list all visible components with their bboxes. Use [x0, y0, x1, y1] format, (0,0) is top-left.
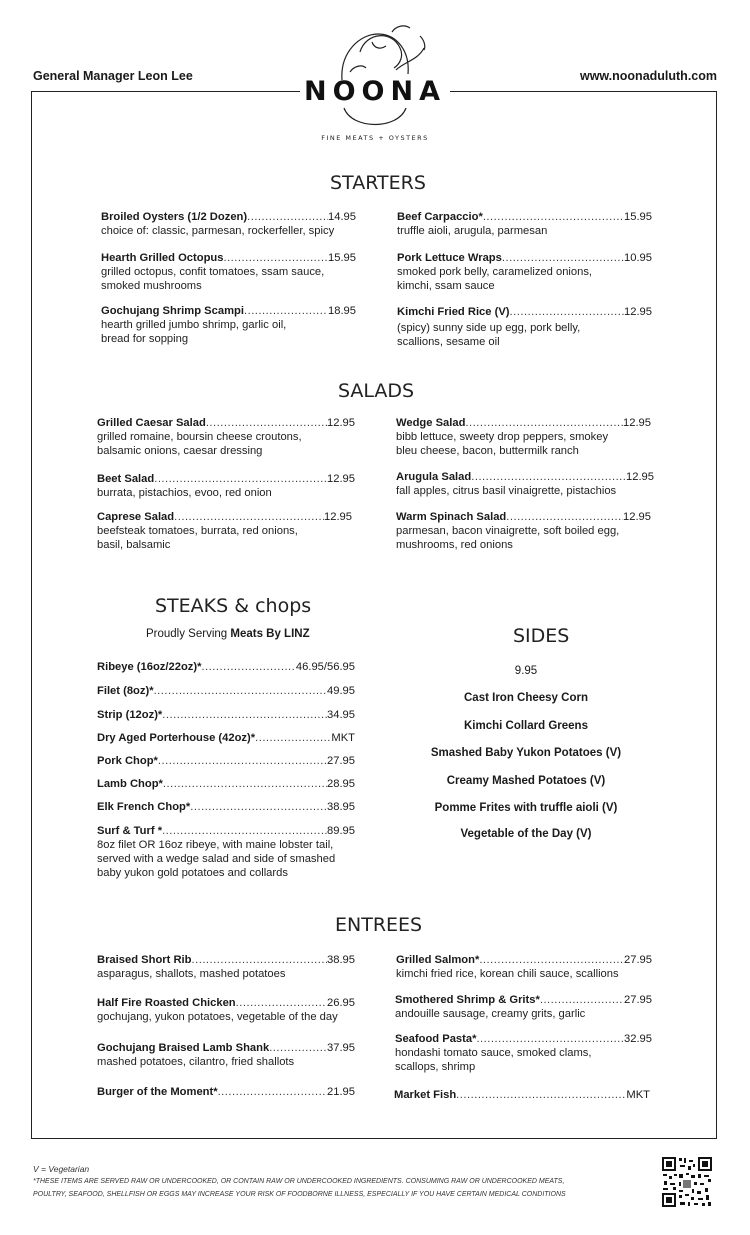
menu-item: Hearth Grilled Octopus ..... 15.95 grilled octopus, confit tomatoes, ssam sauce, smoked mushrooms: [101, 251, 356, 293]
menu-item: Gochujang Shrimp Scampi ..... 18.95 hearth grilled jumbo shrimp, garlic oil, bread for sopping: [101, 304, 356, 346]
menu-item: Market Fish ..... MKT: [394, 1088, 650, 1102]
menu-item: Warm Spinach Salad ..... 12.95 parmesan, bacon vinaigrette, soft boiled egg, mushrooms, red onions: [396, 510, 651, 552]
menu-item: Surf & Turf * ..... 89.95 8oz filet OR 16oz ribeye, with maine lobster tail, served with a wedge salad and side of smashed baby yukon gold potatoes and collards: [97, 824, 355, 880]
menu-item: Beef Carpaccio* ..... 15.95 truffle aioli, arugula, parmesan: [397, 210, 652, 238]
side-item: Kimchi Collard Greens: [464, 720, 588, 732]
menu-item: Arugula Salad ..... 12.95 fall apples, citrus basil vinaigrette, pistachios: [396, 470, 654, 498]
side-item: Smashed Baby Yukon Potatoes (V): [430, 747, 622, 759]
menu-item: Beet Salad ..... 12.95 burrata, pistachios, evoo, red onion: [97, 472, 355, 500]
item-name: Broiled Oysters (1/2 Dozen): [101, 211, 248, 223]
sides-price: 9.95: [514, 665, 538, 677]
vegetarian-legend: V = Vegetarian: [33, 1164, 90, 1174]
menu-item: Gochujang Braised Lamb Shank ..... 37.95 mashed potatoes, cilantro, fried shallots: [97, 1041, 355, 1069]
disclaimer-line-2: POULTRY, SEAFOOD, SHELLFISH OR EGGS MAY INCREASE YOUR RISK OF FOODBORNE ILLNESS, ESPECIALLY IF YOU HAVE CERTAIN MEDICAL CONDITIONS: [33, 1191, 566, 1198]
menu-item: Caprese Salad ..... 12.95 beefsteak tomatoes, burrata, red onions, basil, balsamic: [97, 510, 352, 552]
side-item: Cast Iron Cheesy Corn: [464, 692, 588, 704]
menu-item: Grilled Salmon* ..... 27.95 kimchi fried rice, korean chili sauce, scallions: [396, 953, 652, 981]
item-desc: choice of: classic, parmesan, rockerfeller, spicy: [101, 225, 335, 237]
menu-item: Braised Short Rib ..... 38.95 asparagus, shallots, mashed potatoes: [97, 953, 355, 981]
side-item: Pomme Frites with truffle aioli (V): [434, 802, 618, 814]
steaks-title: STEAKS & chops: [155, 595, 312, 617]
general-manager-text: General Manager Leon Lee: [33, 69, 193, 83]
side-item: Vegetable of the Day (V): [460, 828, 592, 840]
menu-item: Half Fire Roasted Chicken ..... 26.95 gochujang, yukon potatoes, vegetable of the day: [97, 996, 355, 1024]
menu-item: Pork Lettuce Wraps ..... 10.95 smoked pork belly, caramelized onions, kimchi, ssam sauce: [397, 251, 652, 293]
qr-code-icon[interactable]: [661, 1156, 713, 1208]
menu-item: Wedge Salad ..... 12.95 bibb lettuce, sweety drop peppers, smokey bleu cheese, bacon, buttermilk ranch: [396, 416, 651, 458]
menu-item: [101, 210, 356, 238]
menu-item: Burger of the Moment* ..... 21.95: [97, 1085, 355, 1099]
menu-border: [31, 91, 717, 1139]
starters-title: STARTERS: [330, 172, 426, 194]
logo-tagline: FINE MEATS + OYSTERS: [321, 134, 429, 142]
menu-item: Strip (12oz)* ..... 34.95: [97, 708, 355, 722]
menu-item: Dry Aged Porterhouse (42oz)* ..... MKT: [97, 731, 355, 745]
side-item: Creamy Mashed Potatoes (V): [446, 775, 606, 787]
menu-item: Pork Chop* ..... 27.95: [97, 754, 355, 768]
menu-item: Smothered Shrimp & Grits* ..... 27.95 andouille sausage, creamy grits, garlic: [395, 993, 652, 1021]
item-price: 14.95: [328, 211, 356, 223]
disclaimer-line-1: *THESE ITEMS ARE SERVED RAW OR UNDERCOOKED, OR CONTAIN RAW OR UNDERCOOKED INGREDIENTS. CONSUMING RAW OR UNDERCOOKED MEATS,: [33, 1178, 565, 1185]
menu-item: Lamb Chop* ..... 28.95: [97, 777, 355, 791]
noona-logo: [300, 12, 450, 152]
steaks-subtitle: Proudly Serving Meats By LINZ: [146, 628, 310, 640]
entrees-title: ENTREES: [335, 914, 423, 936]
brand-name: NOONA: [304, 76, 446, 107]
menu-item: Elk French Chop* ..... 38.95: [97, 800, 355, 814]
menu-item: Kimchi Fried Rice (V) ..... 12.95 (spicy) sunny side up egg, pork belly, scallions, sesame oil: [397, 305, 652, 349]
sides-title: SIDES: [513, 625, 570, 647]
website-text: www.noonaduluth.com: [579, 69, 717, 83]
menu-item: Ribeye (16oz/22oz)* ..... 46.95/56.95: [97, 660, 355, 674]
menu-item: Grilled Caesar Salad ..... 12.95 grilled romaine, boursin cheese croutons, balsamic onions, caesar dressing: [97, 416, 355, 458]
menu-item: Seafood Pasta* ..... 32.95 hondashi tomato sauce, smoked clams, scallops, shrimp: [395, 1032, 652, 1074]
salads-title: SALADS: [338, 380, 415, 402]
menu-item: Filet (8oz)* ..... 49.95: [97, 684, 355, 698]
